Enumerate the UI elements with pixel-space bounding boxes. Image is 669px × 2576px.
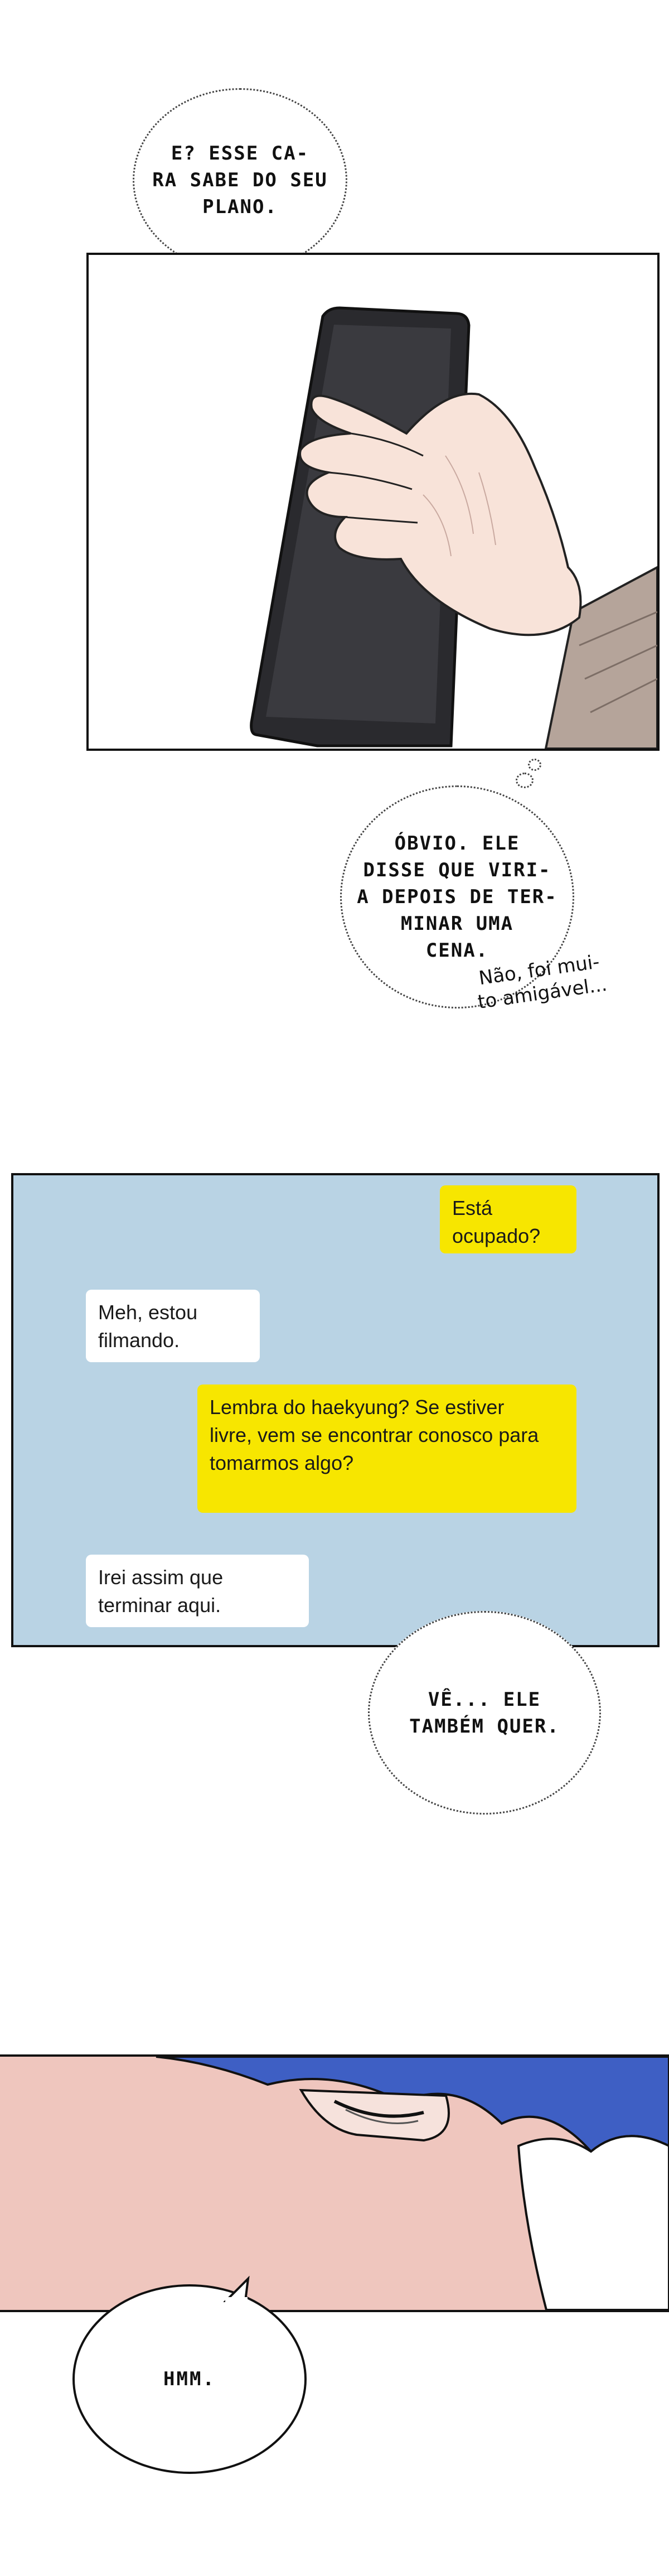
hand-phone-illustration xyxy=(89,255,657,749)
thought-bubble-3 xyxy=(368,1611,601,1815)
chat-message-1: Está ocupado? xyxy=(440,1185,576,1253)
bubble-1-text: E? ESSE CA- RA SABE DO SEU PLANO. xyxy=(152,142,328,218)
bubble-4-text: HMM. xyxy=(163,2368,216,2390)
speech-bubble-hmm xyxy=(72,2284,307,2474)
chat-message-4: Irei assim que terminar aqui. xyxy=(86,1555,309,1627)
panel-face-closeup xyxy=(0,2054,669,2312)
face-illustration xyxy=(0,2057,669,2310)
chat-message-2: Meh, estou filmando. xyxy=(86,1290,260,1362)
speech-bubble-tail xyxy=(223,2276,256,2304)
bubble-2-text: ÓBVIO. ELE DISSE QUE VIRI- A DEPOIS DE TER- MINAR UMA CENA. xyxy=(357,832,558,962)
thought-bubble-1 xyxy=(133,88,347,272)
bubble-3-text: VÊ... ELE TAMBÉM QUER. xyxy=(409,1688,560,1738)
handwritten-note: Não, foi mui- to amigável... xyxy=(476,951,609,1014)
bubble-2-tail-dot-2 xyxy=(516,773,534,788)
panel-chat xyxy=(11,1173,660,1647)
bubble-2-tail-dot-1 xyxy=(528,759,541,771)
chat-message-3: Lembra do haekyung? Se estiver livre, vem se encontrar conosco para tomarmos algo? xyxy=(197,1385,576,1513)
panel-phone-hand xyxy=(86,253,660,751)
